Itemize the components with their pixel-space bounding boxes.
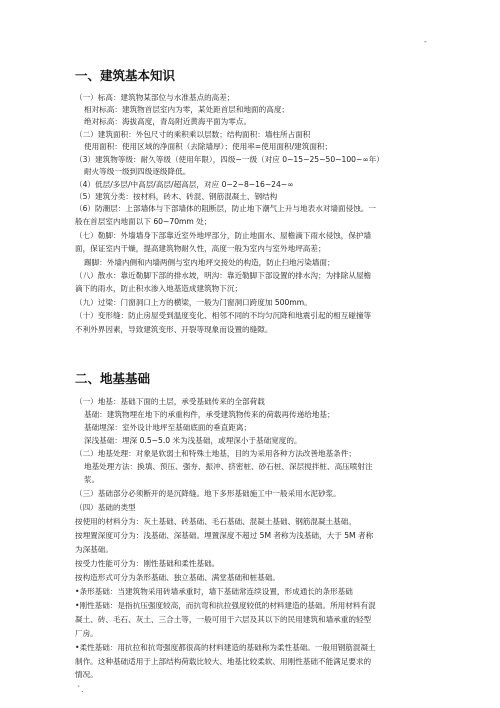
- text-line: •柔性基础：用抗拉和抗弯强度都很高的材料建造的基础称为柔性基础。一般用钢筋混凝土: [75, 643, 376, 652]
- text-line: 按使用的材料分为：灰土基础、砖基础、毛石基础、混凝土基础、钢筋混凝土基础。: [75, 517, 356, 526]
- text-line: 相对标高：建筑物首层室内为零，某处距首层和地面的高度；: [84, 105, 290, 114]
- text-line: 情况。: [75, 670, 98, 679]
- text-line: 基础：建筑物埋在地下的承重构件，承受建筑物传来的荷载再传递给地基；: [84, 410, 335, 419]
- text-line: （二）建筑面积：外包尺寸的乘积乘以层数；结构面积：墙柱所占面积: [75, 130, 311, 139]
- text-line: （3）建筑物等级：耐久等级（使用年限），四级~一级（对应 0~15~25~50~100~∞年）: [75, 155, 384, 164]
- text-line: 制作。这种基础适用于上部结构荷载比较大、地基比较柔软、用刚性基础不能满足要求的: [75, 657, 372, 666]
- section-title-building-basics: 一、建筑基本知识: [75, 68, 176, 83]
- footer-mark: `.: [77, 685, 84, 694]
- text-line: （十）变形缝：防止房屋受到温度变化、相邻不同的不均匀沉降和地震引起的相互碰撞等: [75, 311, 372, 320]
- text-line: 使用面积：使用区域的净面积（去除墙厚）；使用率=使用面积/建筑面积；: [84, 142, 333, 151]
- text-line: 按构造形式可分为条形基础、独立基础、满堂基础和桩基础。: [75, 573, 281, 582]
- text-line: （二）地基处理：对象是软弱土和特殊土地基，目的为采用各种方法改善地基条件；: [75, 449, 356, 458]
- text-line: 面，保证室内干燥，提高建筑物耐久性，高度一般为室内与室外地坪高差；: [75, 244, 326, 253]
- text-line: 基础埋深：室外设计地坪至基础底面的垂直距离；: [84, 423, 252, 432]
- text-line: （九）过梁：门窗洞口上方的横梁，一般为门窗洞口跨度加 500mm。: [75, 298, 312, 307]
- header-mark: -: [424, 37, 427, 46]
- text-line: 地基处理方法：换填、预压、强夯、振冲、挤密桩、砂石桩、深层搅拌桩、高压喷射注: [84, 462, 373, 471]
- text-line: （一）地基：基础下面的土层，承受基础传来的全部荷载: [75, 397, 265, 406]
- text-line: （6）防潮层：上部墙体与下部墙体的阻断层，防止地下潮气上升与地表水对墙面侵蚀。一: [75, 204, 376, 213]
- text-line: 绝对标高：海拔高度，青岛附近黄海平面为零点。: [84, 117, 252, 126]
- text-line: （七）勒脚：外墙墙身下部靠近室外地坪部分，防止地面水、屋檐滴下雨水侵蚀，保护墙: [75, 231, 372, 240]
- text-line: 凝土、砖、毛石、灰土、三合土等，一般可用于六层及其以下的民用建筑和墙承重的轻型: [75, 615, 372, 624]
- text-line: 浆。: [84, 475, 100, 484]
- text-line: （一）标高：建筑物某部位与水准基点的高差；: [75, 93, 235, 102]
- text-line: 按受力性能可分为：刚性基础和柔性基础。: [75, 559, 220, 568]
- text-line: 不利外界因素，导致建筑变形、开裂等现象而设置的缝隙。: [75, 325, 273, 334]
- text-line: •条形基础：当建筑物采用砖墙承重时，墙下基础常连续设置，形成通长的条形基础: [75, 587, 353, 596]
- text-line: 厂房。: [75, 629, 98, 638]
- text-line: （四）基础的类型: [75, 503, 136, 512]
- text-line: 深浅基础：埋深 0.5~5.0 米为浅基础，或埋深小于基础宽度的。: [84, 436, 302, 445]
- text-line: 般在首层室内地面以下 60~70mm 处；: [75, 217, 212, 226]
- text-line: 耐火等级一级到四级逐级降低。: [84, 167, 191, 176]
- text-line: （三）基础部分必须断开的是沉降缝。地下多形基础施工中一般采用水泥砂浆。: [75, 489, 341, 498]
- text-line: （八）散水：靠近勒脚下部的排水坡，明沟：靠近勒脚下部设置的排水沟；为排除从屋檐: [75, 271, 372, 280]
- section-title-foundation: 二、地基基础: [75, 371, 151, 386]
- text-line: 按埋置深度可分为：浅基础、深基础。埋置深度不超过 5M 者称为浅基础，大于 5M 者称: [75, 531, 374, 540]
- text-line: （4）低层/多层/中高层/高层/超高层，对应 0~2~8~16~24~∞: [75, 180, 294, 189]
- text-line: 滴下的雨水，防止积水渗入地基造成建筑物下沉；: [75, 284, 243, 293]
- text-line: 为深基础。: [75, 545, 113, 554]
- text-line: （5）建筑分类：按材料，砖木、砖混、钢筋混凝土、钢结构: [75, 192, 278, 201]
- text-line: 踢脚：外墙内侧和内墙两侧与室内地坪交接处的构造，防止扫地污染墙面；: [84, 258, 335, 267]
- text-line: •刚性基础：是指抗压强度较高，而抗弯和抗拉强度较低的材料建造的基础。所用材料有混: [75, 601, 376, 610]
